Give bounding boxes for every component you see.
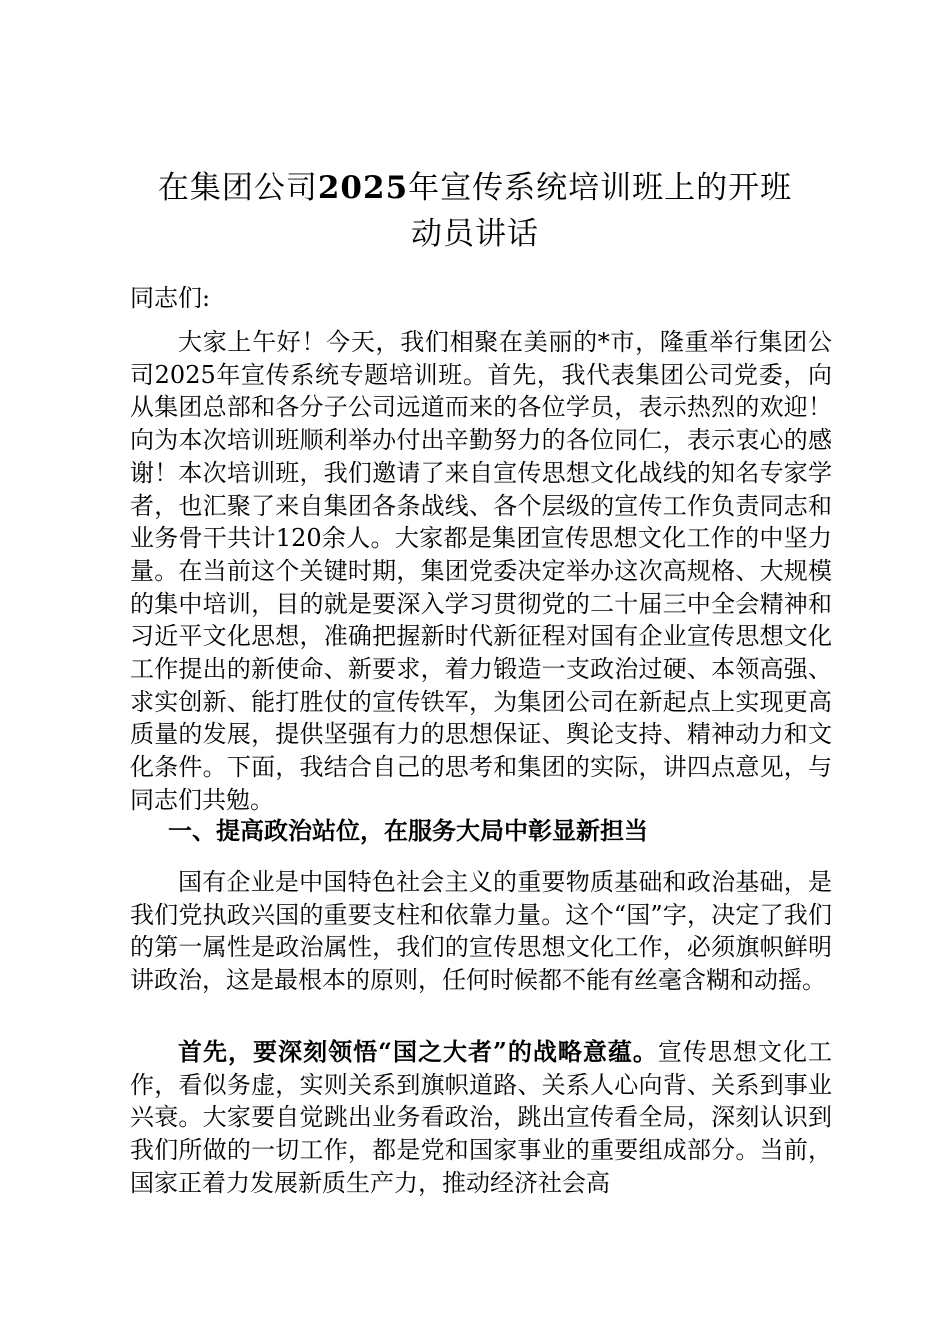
paragraph-opening: 大家上午好！今天，我们相聚在美丽的*市，隆重举行集团公司2025年宣传系统专题培训班。首先，我代表集团公司党委，向从集团总部和各分子公司远道而来的各位学员，表示热烈的欢迎！向为本次培训班顺利举办付出辛勤努力的各位同仁，表示衷心的感谢！本次培训班，我们邀请了来自宣传思想文化战线的知名专家学者，也汇聚了来自集团各条战线、各个层级的宣传工作负责同志和业务骨干共计120余人。大家都是集团宣传思想文化工作的中坚力量。在当前这个关键时期，集团党委决定举办这次高规格、大规模的集中培训，目的就是要深入学习贯彻党的二十届三中全会精神和习近平文化思想，准确把握新时代新征程对国有企业宣传思想文化工作提出的新使命、新要求，着力锻造一支政治过硬、本领高强、求实创新、能打胜仗的宣传铁军，为集团公司在新起点上实现更高质量的发展，提供坚强有力的思想保证、舆论支持、精神动力和文化条件。下面，我结合自己的思考和集团的实际，讲四点意见，与同志们共勉。 xyxy=(130,328,832,814)
paragraph-state-enterprise: 国有企业是中国特色社会主义的重要物质基础和政治基础，是我们党执政兴国的重要支柱和依靠力量。这个“国”字，决定了我们的第一属性是政治属性，我们的宣传思想文化工作，必须旗帜鲜明讲政治，这是最根本的原则，任何时候都不能有丝毫含糊和动摇。 xyxy=(130,868,832,995)
paragraph-lead-sentence: 首先，要深刻领悟“国之大者”的战略意蕴。 xyxy=(178,1037,658,1066)
paragraph-first-point xyxy=(130,1036,832,1200)
title-year: 2025 xyxy=(317,170,409,206)
salutation: 同志们: xyxy=(130,284,211,312)
document-title xyxy=(120,165,830,257)
title-line2: 动员讲话 xyxy=(411,216,539,252)
paragraph-body-text: 宣传思想文化工作，看似务虚，实则关系到旗帜道路、关系人心向背、关系到事业兴衰。大家要自觉跳出业务看政治，跳出宣传看全局，深刻认识到我们所做的一切工作，都是党和国家事业的重要组成部分。当前，国家正着力发展新质生产力，推动经济社会高 xyxy=(130,1038,833,1197)
title-prefix: 在集团公司 xyxy=(157,170,318,206)
title-suffix: 年宣传系统培训班上的开班 xyxy=(408,170,793,206)
section-heading-1: 一、提高政治站位，在服务大局中彰显新担当 xyxy=(168,816,648,845)
